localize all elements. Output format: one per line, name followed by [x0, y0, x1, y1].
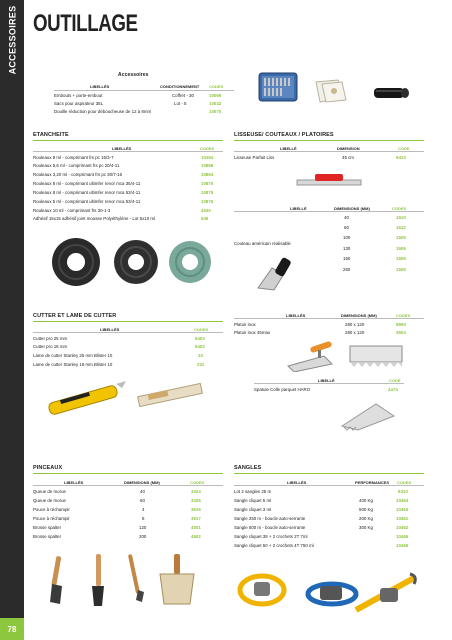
notched-trowel-image — [346, 340, 406, 370]
platoir-row-dim: 280 x 120 — [345, 322, 365, 327]
platoir-header-code: CODES — [396, 313, 411, 318]
accessoires-title: Accessoires — [118, 72, 149, 78]
trowel-image — [284, 338, 344, 372]
cutter-row-libelle: Lame de cutter Stanley 25 mm Blister 10 — [33, 353, 113, 358]
accessoires-row-libelle: Embouts + porte-embout — [54, 93, 103, 98]
platoir-row-code: 3603 — [396, 330, 406, 335]
cutter-row-code: 6403 — [195, 336, 205, 341]
spatule-row-libelle: Spatule Colle parquet HARO — [254, 387, 311, 392]
cutter-row-libelle: Cutter pro 18 mm — [33, 344, 68, 349]
accessoires-row-code: 10070 — [209, 109, 222, 114]
sangles-row-code: 10465 — [396, 534, 409, 539]
pinceaux-row-libelle: Brosse spalter — [33, 534, 62, 539]
couteau-label: Couteau américain réalisable — [234, 241, 291, 246]
etancheite-rule — [33, 140, 223, 141]
pinceaux-row-libelle: Pouce à réchampir — [33, 516, 70, 521]
sangles-row-perf: 200 Kg — [359, 516, 373, 521]
bit-set-case-image — [258, 70, 298, 104]
couteau-row-dim: 150 — [343, 256, 351, 261]
couteau-row-dim: 100 — [343, 235, 351, 240]
smoothing-blade-image — [295, 170, 365, 194]
spatule-header-line — [254, 383, 404, 384]
pinceaux-header-dim: DIMENSIONS (MM) — [124, 480, 160, 485]
pinceaux-row-dim: 60 — [140, 498, 145, 503]
platoir-header-line — [234, 318, 424, 319]
sangles-row-libelle: Sangle cliquet 50 + 2 crochets 4T 750 ml — [234, 543, 314, 548]
etancheite-row-code: 10354 — [201, 155, 214, 160]
platoir-row-libelle: Platoir inox — [234, 322, 256, 327]
foam-rolls-image — [44, 232, 214, 292]
spatule-header-libelle: LIBELLÉ — [318, 378, 335, 383]
pinceaux-header-libelle: LIBELLÉS — [64, 480, 84, 485]
cutter-header-libelle: LIBELLÉS — [100, 327, 120, 332]
pinceaux-row-dim: 40 — [140, 489, 145, 494]
couteau-row-code: 1510 — [396, 215, 406, 220]
sangles-rule — [234, 473, 424, 474]
accessoires-header-code: CODES — [209, 84, 224, 89]
lisseuse-row-code: 6413 — [396, 155, 406, 160]
etancheite-row-code: 4530 — [201, 208, 211, 213]
pinceaux-rule — [33, 473, 223, 474]
lisseuse-header-libelle: LIBELLÉ — [280, 146, 297, 151]
etancheite-row-libelle: Adhésif 15x15 adhésif joint mousse Polyéthylène - Lot 5x10 ml — [33, 216, 156, 221]
etancheite-row-code: 10876 — [201, 199, 214, 204]
pinceaux-row-dim: 8 — [142, 516, 145, 521]
couteau-row-code: 1508 — [396, 256, 406, 261]
page-number: 78 — [0, 618, 24, 640]
couteau-row-dim: 40 — [344, 215, 349, 220]
cutter-row-code: 10 — [198, 353, 203, 358]
sangles-row-code: 8310 — [398, 489, 408, 494]
cutter-row-libelle: Cutter pro 25 mm — [33, 336, 68, 341]
accessoires-row-code: 10069 — [209, 93, 222, 98]
pinceaux-row-code: 3617 — [191, 516, 201, 521]
etancheite-row-code: 946 — [201, 216, 209, 221]
cutter-blades-image — [132, 382, 212, 412]
couteau-row-code: 1505 — [396, 235, 406, 240]
pinceaux-title: PINCEAUX — [33, 465, 63, 471]
cutter-yellow-image — [40, 378, 130, 418]
pinceaux-row-dim: 120 — [139, 525, 147, 530]
couteau-row-code: 1509 — [396, 267, 406, 272]
accessoires-header-libelle: LIBELLÉS — [90, 84, 110, 89]
cutter-header-line — [33, 332, 223, 333]
lisseuse-title: LISSEUSE/ COUTEAUX / PLATOIRES — [234, 132, 334, 138]
accessoires-row-cond: Lot - 5 — [174, 101, 187, 106]
vacuum-bags-image — [314, 78, 348, 104]
etancheite-row-libelle: Rouleaux 8 ml - comprimant ultimfer renor mca 35/4-11 — [33, 181, 141, 186]
sidebar — [0, 0, 24, 640]
lisseuse-row-libelle: Lisseuse Parfait Liss — [234, 155, 275, 160]
etancheite-row-code: 10864 — [201, 172, 214, 177]
accessoires-row-libelle: Douille réduction pour déboucheuse de 12 à 8mm — [54, 109, 152, 114]
etancheite-row-code: 10868 — [201, 163, 214, 168]
couteau-header-libelle: LIBELLÉ — [290, 206, 307, 211]
sangles-row-code: 10461 — [396, 516, 409, 521]
sangles-row-libelle: Lot 2 sangles 25 m — [234, 489, 272, 494]
sangles-header-libelle: LIBELLÉS — [287, 480, 307, 485]
sangles-row-perf: 300 Kg — [359, 525, 373, 530]
lisseuse-rule — [234, 140, 424, 141]
couteau-header-dim: DIMENSIONS (MM) — [334, 206, 370, 211]
sangles-row-libelle: Sangle 500 m - boucle auto-serrante — [234, 525, 306, 530]
accessoires-header-cond: CONDITIONNEMENT — [160, 84, 200, 89]
sangles-row-libelle: Sangle cliquet 5 ml — [234, 498, 272, 503]
sangles-row-code: 10466 — [396, 543, 409, 548]
sangles-row-code: 10464 — [396, 498, 409, 503]
sangles-header-perf: PERFORMANCES — [355, 480, 390, 485]
pinceaux-row-code: 3324 — [191, 489, 201, 494]
pinceaux-row-libelle: Brosse spalter — [33, 525, 62, 530]
accessoires-row-libelle: Sacs pour aspirateur 35L — [54, 101, 104, 106]
pinceaux-row-code: 3326 — [191, 498, 201, 503]
reducer-socket-image — [372, 82, 412, 102]
cutter-row-libelle: Lame de cutter Stanley 18 mm Blister 10 — [33, 362, 113, 367]
lisseuse-row-dim: 45 cm — [342, 155, 354, 160]
couteau-row-dim: 60 — [344, 225, 349, 230]
sangles-row-libelle: Sangle 250 m - boucle auto-serrante — [234, 516, 306, 521]
cutter-title: CUTTER ET LAME DE CUTTER — [33, 313, 117, 319]
couteau-row-code: 1506 — [396, 246, 406, 251]
spatule-header-code: CODE — [389, 378, 401, 383]
cutter-row-code: 231 — [197, 362, 205, 367]
cutter-row-code: 6402 — [195, 344, 205, 349]
etancheite-title: ETANCHEITE — [33, 132, 69, 138]
etancheite-row-libelle: Rouleaux 8 ml - comprimant ultimfer renor mca 53/4-11 — [33, 190, 141, 195]
couteau-row-dim: 250 — [343, 267, 351, 272]
platoir-row-libelle: Platoir inox 45max — [234, 330, 271, 335]
platoir-row-dim: 280 x 120 — [345, 330, 365, 335]
pinceaux-row-libelle: Pouce à réchampir — [33, 507, 70, 512]
etancheite-row-code: 10870 — [201, 181, 214, 186]
cutter-rule — [33, 321, 223, 322]
cutter-header-code: CODES — [194, 327, 209, 332]
couteau-row-code: 1512 — [396, 225, 406, 230]
platoir-header-libelle: LIBELLÉS — [286, 313, 306, 318]
accessoires-row-cond: Coffret - 30 — [172, 93, 194, 98]
platoir-row-code: 8693 — [396, 322, 406, 327]
pinceaux-row-code: 4502 — [191, 534, 201, 539]
pinceaux-header-code: CODES — [190, 480, 205, 485]
etancheite-row-libelle: Rouleaux 8 ml - comprimant frs pc 15/3-7 — [33, 155, 114, 160]
sangles-row-code: 10462 — [396, 525, 409, 530]
spatule-row-code: 4474 — [388, 387, 398, 392]
sangles-title: SANGLES — [234, 465, 262, 471]
putty-knife-image — [254, 252, 298, 292]
pinceaux-row-dim: 4 — [142, 507, 145, 512]
sidebar-section-label: ACCESSOIRES — [7, 5, 18, 75]
sangles-header-line — [234, 485, 424, 486]
couteau-header-line — [234, 211, 424, 212]
sangles-row-code: 10463 — [396, 507, 409, 512]
pinceaux-row-code: 4501 — [191, 525, 201, 530]
pinceaux-row-dim: 200 — [139, 534, 147, 539]
sangles-row-perf: 400 Kg — [359, 498, 373, 503]
etancheite-row-libelle: Rouleaux 10 ml - comprimant frs 30-1-3 — [33, 208, 111, 213]
etancheite-row-libelle: Rouleaux 3,20 ml - comprimant frs pc 30/7-16 — [33, 172, 123, 177]
pinceaux-row-libelle: Queue de morue — [33, 489, 66, 494]
sangles-header-code: CODES — [397, 480, 412, 485]
couteau-header-code: CODES — [392, 206, 407, 211]
etancheite-header-code: CODES — [200, 146, 215, 151]
sangles-row-libelle: Sangle cliquet 3 ml — [234, 507, 272, 512]
pinceaux-header-line — [33, 485, 223, 486]
lisseuse-header-code: CODE — [398, 146, 410, 151]
etancheite-row-code: 10875 — [201, 190, 214, 195]
etancheite-row-libelle: Rouleaux 5,6 ml - comprimant frs pc 20/4-11 — [33, 163, 120, 168]
etancheite-header-libelle: LIBELLÉS — [112, 146, 132, 151]
couteau-row-dim: 130 — [343, 246, 351, 251]
accessoires-header-line — [54, 90, 234, 91]
accessoires-row-code: 10032 — [209, 101, 222, 106]
pinceaux-row-libelle: Queue de morue — [33, 498, 66, 503]
pinceaux-row-code: 3616 — [191, 507, 201, 512]
ratchet-straps-image — [236, 560, 426, 620]
sangles-row-libelle: Sangle cliquet 35 + 2 crochets 2T 7ml — [234, 534, 308, 539]
page-title: OUTILLAGE — [33, 10, 138, 37]
sangles-row-perf: 500 Kg — [359, 507, 373, 512]
lisseuse-header-line — [234, 151, 424, 152]
etancheite-header-line — [33, 151, 223, 152]
platoir-header-dim: DIMENSIONS (MM) — [341, 313, 377, 318]
etancheite-row-libelle: Rouleaux 5 ml - comprimant ultimfer renor mca 53/4-11 — [33, 199, 141, 204]
glue-spatula-image — [336, 396, 402, 432]
paint-brushes-image — [40, 550, 220, 610]
lisseuse-header-dim: DIMENSION — [337, 146, 360, 151]
